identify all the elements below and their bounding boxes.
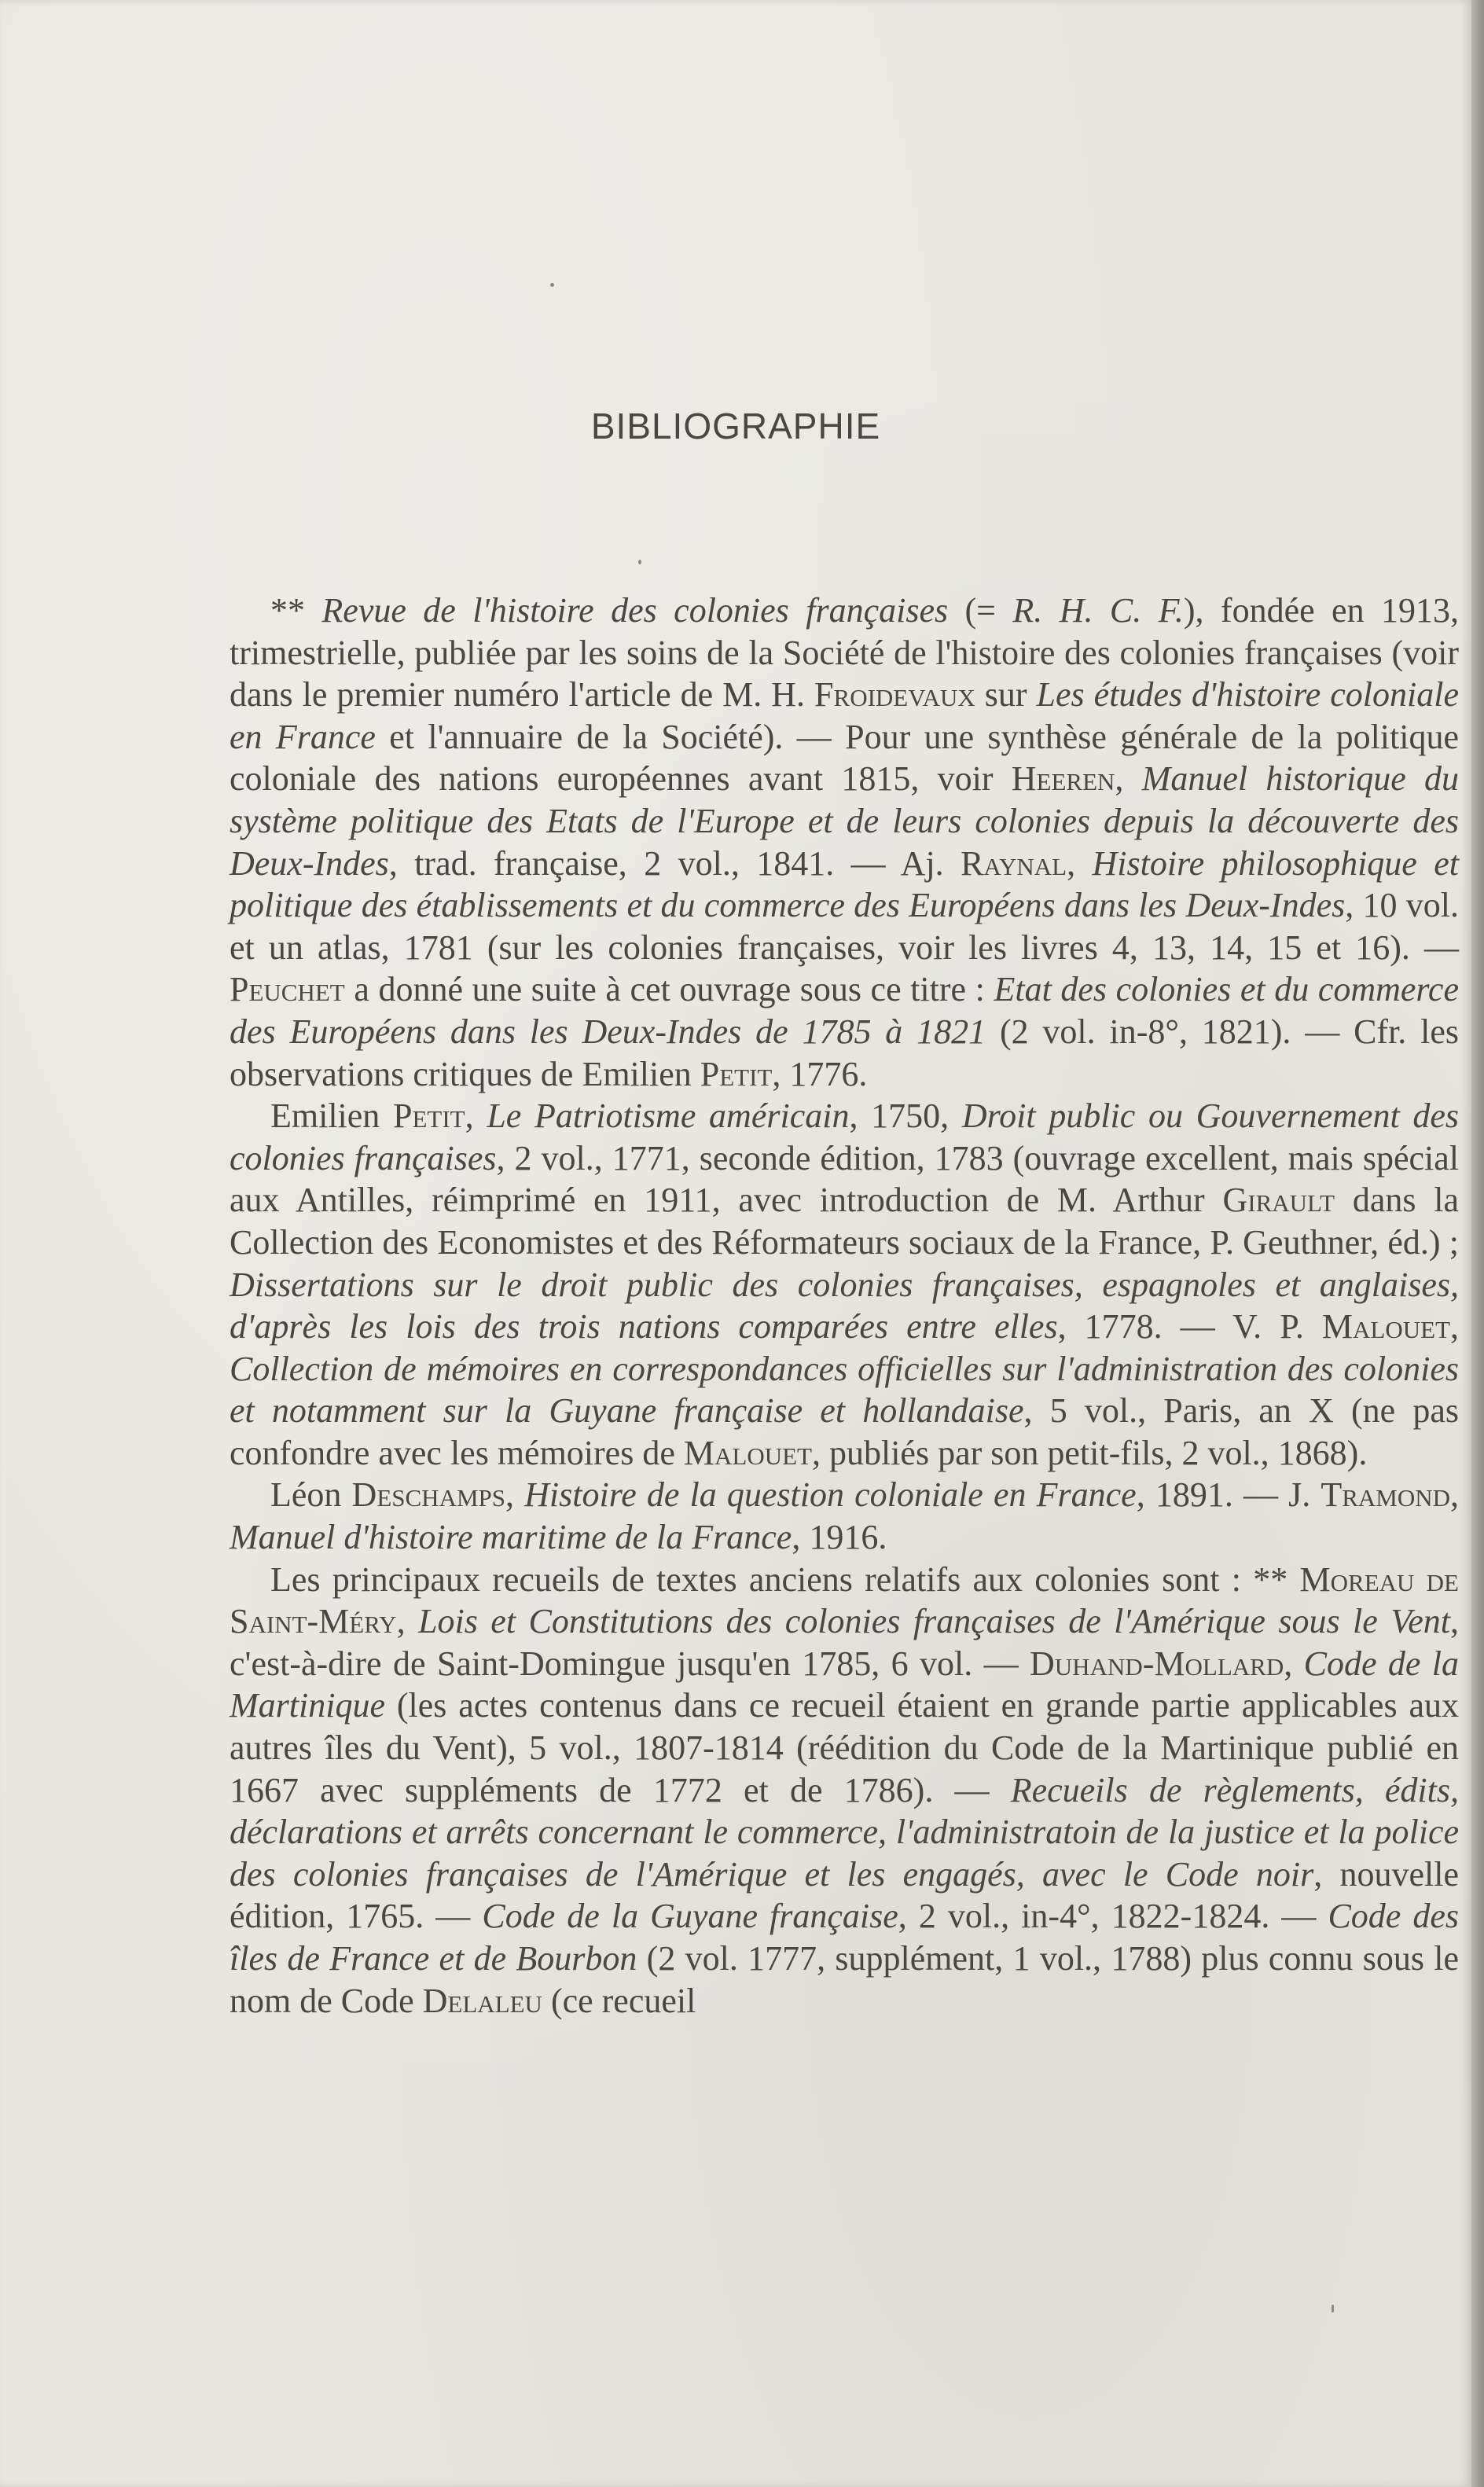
text-run: , <box>1450 1475 1460 1515</box>
author-name: Froidevaux <box>814 675 975 715</box>
italic-title: Manuel d'histoire maritime de la France <box>230 1518 792 1557</box>
page-heading: BIBLIOGRAPHIE <box>590 406 881 446</box>
text-run: , <box>1450 1307 1459 1346</box>
paper-speck <box>550 283 554 287</box>
text-run: a donné une suite à cet ouvrage sous ce titre : <box>344 970 994 1009</box>
author-name: Raynal <box>961 843 1067 883</box>
text-run: , 1891. — J. <box>1136 1475 1321 1515</box>
italic-title: Histoire philosophique et politique des établissements et du commerce des Européens dans les Deux-Indes <box>230 843 1459 925</box>
italic-title: Le Patriotisme américain <box>487 1097 850 1136</box>
bibliography-paragraph <box>230 1474 1459 1558</box>
author-name: Delaleu <box>422 1981 542 2020</box>
author-name: Petit <box>700 1054 773 1093</box>
text-run: (les actes contenus dans ce recueil étaient en grande partie applicables aux autres îles du Vent), 5 vol., 1807-1814 (réédition du Code de la Martinique publié en 1667 avec suppléments de 1772 et de 1786). — <box>230 1686 1459 1809</box>
text-run: , 1778. — V. P. <box>1057 1307 1322 1346</box>
text-run: , publiés par son petit-fils, 2 vol., 1868). <box>811 1433 1368 1472</box>
author-name: Malouet <box>683 1433 812 1472</box>
author-name: Duhand-Mollard <box>1030 1644 1284 1683</box>
author-name: Deschamps <box>351 1475 505 1515</box>
text-run: , <box>1115 759 1142 799</box>
author-name: Moreau de Saint-Méry <box>230 1559 1459 1641</box>
text-run: , nouvelle édition, 1765. — <box>230 1854 1459 1936</box>
text-run: , <box>1284 1644 1304 1683</box>
text-run: , 1776. <box>772 1054 868 1093</box>
text-run: , <box>396 1602 419 1641</box>
text-run: , <box>1067 843 1093 883</box>
text-run: et l'annuaire de la Société). — Pour une synthèse générale de la politique coloniale des nations européennes avant 1815, voir <box>230 717 1460 799</box>
italic-title: Manuel historique du système politique des Etats de l'Europe et de leurs colonies depuis la découverte des Deux-Indes <box>230 759 1460 883</box>
italic-title: Lois et Constitutions des colonies françaises de l'Amérique sous le Vent <box>418 1602 1450 1641</box>
bibliography-text <box>230 590 1459 2022</box>
text-run: , 1750, <box>849 1097 962 1136</box>
text-run: (2 vol. in-8°, 1821). — Cfr. les observations critiques de Emilien <box>230 1012 1459 1093</box>
text-run: , 2 vol., in-4°, 1822-1824. — <box>898 1897 1328 1936</box>
italic-title: Histoire de la question coloniale en France <box>524 1475 1137 1515</box>
text-run: (= <box>948 591 1013 630</box>
author-name: Heeren <box>1011 759 1115 799</box>
text-run: Léon <box>270 1475 352 1515</box>
text-run: dans la Collection des Economistes et des Réformateurs sociaux de la France, P. Geuthner, éd.) ; <box>230 1181 1459 1262</box>
text-run: Les principaux recueils de textes anciens relatifs aux colonies sont : ** <box>270 1559 1300 1599</box>
italic-title: Code de la Martinique <box>230 1644 1459 1725</box>
text-run: , <box>505 1475 525 1515</box>
text-run: , <box>465 1097 487 1136</box>
text-run: , 10 vol. et un atlas, 1781 (sur les colonies françaises, voir les livres 4, 13, 14, 15 et 16). — <box>230 886 1459 967</box>
author-name: Peuchet <box>230 970 345 1009</box>
text-run: , 5 vol., Paris, an X (ne pas confondre avec les mémoires de <box>230 1391 1459 1472</box>
text-run: (2 vol. 1777, supplément, 1 vol., 1788) plus connu sous le nom de Code <box>230 1939 1459 2020</box>
italic-title: Code des îles de France et de Bourbon <box>230 1897 1460 1978</box>
bibliography-paragraph <box>230 1095 1459 1474</box>
italic-title: Les études d'histoire coloniale en France <box>230 675 1460 756</box>
italic-title: Recueils de règlements, édits, déclarations et arrêts concernant le commerce, l'administratoin de la justice et la police des colonies françaises de l'Amérique et les engagés, avec le Code noir <box>230 1770 1460 1894</box>
bibliography-paragraph <box>230 1559 1459 2022</box>
text-run: , c'est-à-dire de Saint-Domingue jusqu'en 1785, 6 vol. — <box>230 1602 1459 1683</box>
bibliography-paragraph <box>230 590 1459 1095</box>
italic-title: Dissertations sur le droit public des colonies françaises, espagnoles et anglaises, d'après les lois des trois nations comparées entre elles <box>230 1265 1459 1346</box>
italic-title: Droit public ou Gouvernement des colonies françaises <box>230 1097 1460 1177</box>
text-run: , 2 vol., 1771, seconde édition, 1783 (ouvrage excellent, mais spécial aux Antilles, réimprimé en 1911, avec introduction de M. Arthur <box>230 1138 1459 1220</box>
author-name: Malouet <box>1321 1307 1450 1346</box>
italic-title: Revue de l'histoire des colonies françaises <box>321 591 949 630</box>
page-edge-shadow <box>1471 0 1484 2487</box>
italic-title: Code de la Guyane française <box>482 1897 898 1936</box>
text-run: Emilien <box>270 1097 394 1136</box>
author-name: Tramond <box>1321 1475 1451 1515</box>
text-run: ** <box>270 591 322 630</box>
paper-speck <box>638 560 641 564</box>
text-run: (ce recueil <box>542 1981 696 2020</box>
paper-speck <box>1332 2305 1334 2313</box>
author-name: Petit <box>393 1097 465 1136</box>
text-run: , trad. française, 2 vol., 1841. — Aj. <box>388 843 961 883</box>
italic-title: R. H. C. F. <box>1012 591 1184 630</box>
italic-title: Etat des colonies et du commerce des Européens dans les Deux-Indes de 1785 à 1821 <box>230 970 1459 1051</box>
text-run: sur <box>975 675 1037 715</box>
text-run: , 1916. <box>792 1518 887 1557</box>
italic-title: Collection de mémoires en correspondances officielles sur l'administration des colonies et notamment sur la Guyane française et hollandaise <box>230 1349 1459 1431</box>
text-run: ), fondée en 1913, trimestrielle, publiée par les soins de la Société de l'histoire des colonies françaises (voir dans le premier numéro l'article de M. H. <box>230 591 1459 715</box>
author-name: Girault <box>1222 1181 1335 1220</box>
